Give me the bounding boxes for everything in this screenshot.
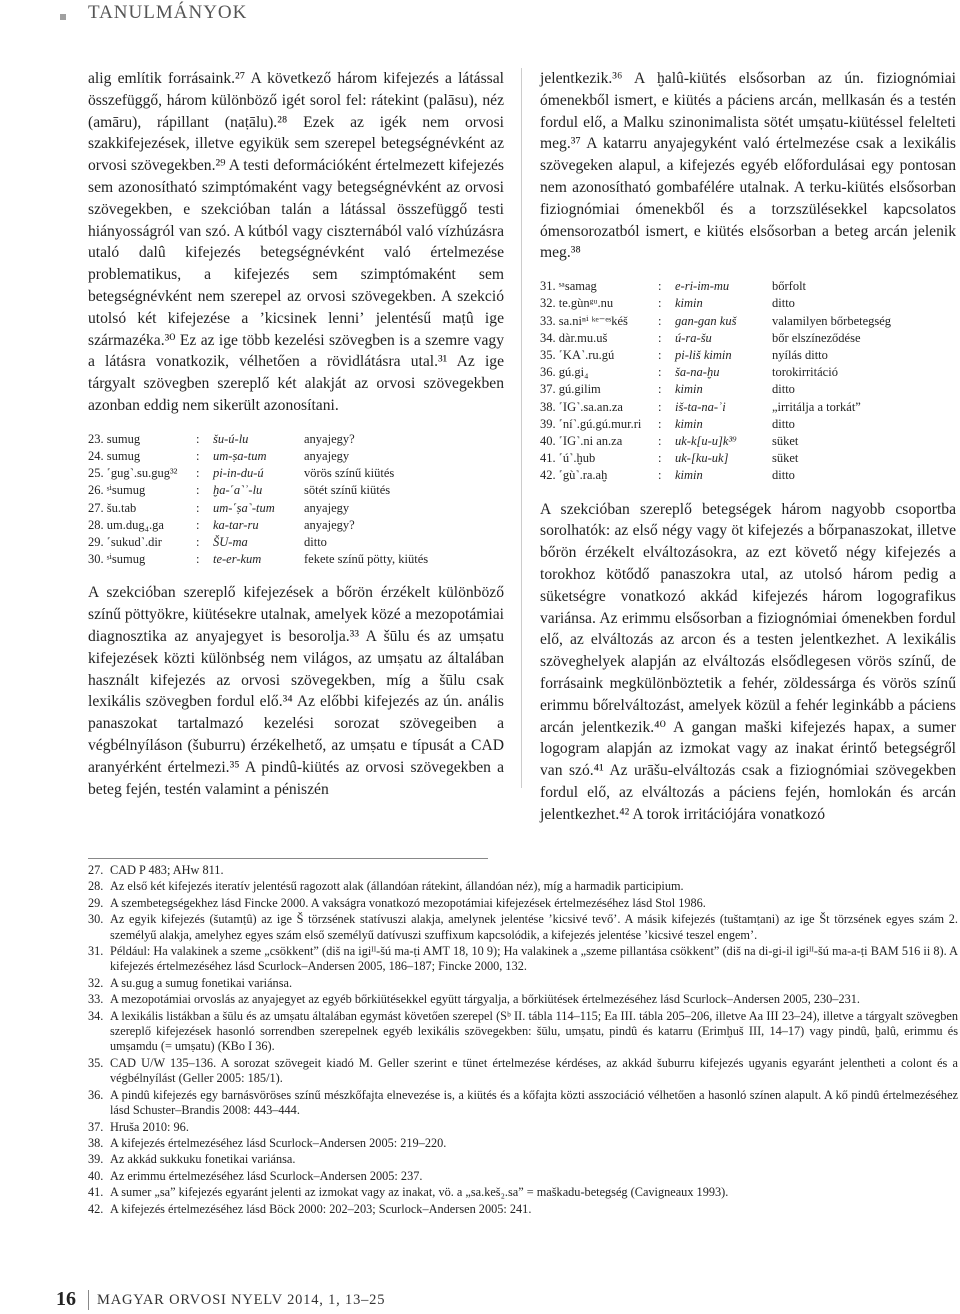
footnote-number: 31.: [88, 944, 104, 959]
lexeme-cell: 32. te.gùnᵍᵘ.nu: [540, 296, 614, 311]
separator-cell: :: [196, 431, 200, 446]
akkadian-cell: ú-ra-šu: [675, 330, 712, 345]
table-row: [540, 278, 891, 295]
table-row: [540, 450, 891, 467]
footnote: [88, 896, 958, 911]
meaning-cell: bőrfolt: [772, 279, 807, 294]
meaning-cell: ditto: [304, 534, 327, 549]
akkadian-cell: kimin: [675, 468, 703, 483]
table-row: [88, 448, 428, 465]
page-number: 16: [56, 1288, 76, 1310]
footnote-text: Az erimmu értelmezéséhez lásd Scurlock–Andersen 2005: 237.: [110, 1168, 423, 1183]
table-row: [540, 467, 891, 484]
meaning-cell: „irritálja a torkát”: [772, 399, 861, 414]
footnote-number: 35.: [88, 1055, 104, 1070]
header-square-icon: [60, 14, 66, 20]
footnote-text: A kifejezés értelmezéséhez lásd Scurlock–Andersen 2005: 219–220.: [110, 1135, 447, 1150]
footnote: [88, 992, 958, 1007]
separator-cell: :: [196, 448, 200, 463]
meaning-cell: torokirritáció: [772, 365, 838, 380]
lexeme-cell: 35. ˹KA˺.ru.gú: [540, 347, 615, 362]
footnote-text: A mezopotámiai orvoslás az anyajegyet az egyéb bőrkiütésekkel együtt tárgyalja, a bőrkiütések értelmezéséhez lásd Scurlock–Andersen 2005, 230–231.: [110, 992, 860, 1007]
page-header: [0, 0, 960, 30]
footnote-text: A su.gug a sumug fonetikai variánsa.: [110, 975, 293, 990]
meaning-cell: vörös színű kiütés: [304, 466, 395, 481]
footnote-text: A szembetegségekhez lásd Fincke 2000. A vakságra vonatkozó mezopotámiai kifejezések értelmezéséhez lásd Stol 1986.: [110, 895, 706, 910]
akkadian-cell: uk-[ku-uk]: [675, 451, 729, 466]
separator-cell: :: [658, 468, 662, 483]
separator-cell: :: [658, 416, 662, 431]
separator-cell: :: [658, 434, 662, 448]
table-row: [540, 313, 891, 330]
lexeme-cell: 36. gú.gi₄: [540, 365, 589, 380]
meaning-cell: ditto: [772, 468, 795, 483]
akkadian-cell: kimin: [675, 296, 703, 311]
footnote: [88, 1152, 958, 1167]
meaning-cell: nyílás ditto: [772, 347, 828, 362]
footnote-number: 34.: [88, 1008, 104, 1023]
meaning-cell: bőr elszíneződése: [772, 330, 861, 345]
table-row: [540, 416, 891, 433]
footnote-number: 28.: [88, 879, 104, 894]
separator-cell: :: [196, 483, 200, 498]
footnote-number: 37.: [88, 1119, 104, 1134]
left-after-paragraph: A szekcióban szereplő kifejezések a bőrön érzékelt különböző színű pöttyökre, kiütésekre utalnak, amelyek közé a mezopotámiai diagnosztika az anyajegyet is besorolja.³³ A šūlu és az umṣatu kifejezések közti különbség nem világos, az umṣatu az általában használt kifejezés az orvosi szövegekben, míg a šūlu csak lexikális szövegben fordul elő.³⁴ Az előbbi kifejezés az ún. anális panaszokat tartalmazó kezelési sorozat szövegeiben a végbélnyíláson (šuburru) érzékelhető, az umṣatu e típusát a CAD aranyérként értelmezi.³⁵ A pindû-kiütés az orvosi szövegekben a beteg fején, testén valamint a péniszén: [88, 584, 504, 798]
lexeme-cell: 29. ˹sukud˺.dir: [88, 534, 162, 549]
lexeme-cell: 27. šu.tab: [88, 500, 137, 515]
meaning-cell: anyajegy: [304, 500, 350, 515]
lexical-table-left: [88, 431, 428, 569]
footnote-number: 29.: [88, 895, 104, 910]
table-row: [88, 517, 428, 534]
table-row: [88, 500, 428, 517]
separator-cell: :: [658, 347, 662, 362]
separator-cell: :: [658, 296, 662, 311]
footnote: [88, 944, 958, 975]
lexeme-cell: 24. sumug: [88, 448, 141, 463]
akkadian-cell: pi-in-du-ú: [213, 466, 264, 481]
footnote: [88, 1136, 958, 1151]
akkadian-cell: ḫa-˹a˺ʾ-lu: [213, 483, 263, 498]
akkadian-cell: kimin: [675, 382, 703, 397]
footnote: [88, 1088, 958, 1119]
meaning-cell: ditto: [772, 296, 795, 311]
lexical-table-right: [540, 278, 891, 484]
right-intro-paragraph: jelentkezik.³⁶ A ḫalû-kiütés elsősorban az ún. fiziognómiai ómenekből ismert, e kiütés a páciens arcán, mellkasán és a testén fordul elő, a Malku szinonimalista sötét umṣatu-kiütéssel felelteti meg.³⁷ A katarru anyajegyként való értelmezése csak a lexikális szövegeken alapul, a kifejezés egyéb előfordulásai egy pontosan nem azonosítható gombafélére utalnak. A terku-kiütés elsősorban fiziognómiai ómenekből és a torzszülésekkel kapcsolatos ómensorozatból ismert, e kiütés elsősorban a beteg arcán jelenik meg.³⁸: [540, 70, 956, 262]
footnote-number: 39.: [88, 1152, 104, 1167]
separator-cell: :: [658, 279, 662, 294]
akkadian-cell: gan-gan kuš: [675, 313, 737, 328]
lexeme-cell: 31. ˢᵃsamag: [540, 279, 597, 294]
separator-cell: :: [196, 534, 200, 549]
footnote-number: 32.: [88, 975, 104, 990]
lexeme-cell: 39. ˹ní˺.gú.gú.mur.ri: [540, 416, 642, 431]
footnote-text: CAD U/W 135–136. A sorozat szövegeit kiadó M. Geller szerint e tünet értelmezése kérdéses, az akkád šuburru kifejezés ugyanis egyaránt jelentheti a colont és a végbélnyílást (Geller 2005: 185/1).: [110, 1055, 958, 1086]
footnote-text: Az akkád sukkuku fonetikai variánsa.: [110, 1152, 296, 1167]
footnote-text: Az első két kifejezés iteratív jelentésű ragozott alak (állandóan rátekint, állandóan néz), míg a harmadik participium.: [110, 879, 684, 894]
lexeme-cell: 34. dàr.mu.uš: [540, 330, 608, 345]
table-row: [88, 482, 428, 499]
separator-cell: :: [658, 399, 662, 414]
meaning-cell: sötét színű kiütés: [304, 483, 391, 498]
table-row: [88, 431, 428, 448]
footnote-separator: [88, 858, 488, 859]
lexeme-cell: 42. ˹gù˺.ra.aḫ: [540, 468, 608, 483]
column-divider: [521, 68, 522, 788]
meaning-cell: fekete színű pötty, kiütés: [304, 552, 429, 567]
footnote-text: Például: Ha valakinek a szeme „csökkent” (diš na igiᴵᴵ-šú ma-ṭi AMT 18, 10 9); Ha valakinek a „szeme pillantása csökkent” (diš na di-gi-il igiᴵᴵ-šú ma-a-ṭi BAM 516 ii 8). A kifejezés értelmezéséhez lásd Scurlock–Andersen 2005, 186–187; Fincke 2000, 132.: [110, 944, 958, 974]
akkadian-cell: te-er-kum: [213, 552, 262, 567]
meaning-cell: anyajegy?: [304, 431, 355, 446]
separator-cell: :: [196, 500, 200, 515]
right-after-paragraph: A szekcióban szereplő betegségek három nagyobb csoportba sorolhatók: az első négy vagy öt kifejezés a bőrpanaszokat, illetve bőrön érzékelt elváltozásokra, az ezt követő négy kifejezés a torokhoz kötődő panaszokra utal, az utolsó három pedig a süketségre vonatkozó akkád kifejezés három logografikus variánsa. Az erimmu elsősorban a fiziognómiai ómenekben fordul elő, az elváltozás az arcon és a testen jelentkezhet. A lexikális szöveghelyek alapján az elváltozás elsődlegesen vörös színű, de forrásaink megkülönböztetik a fehér, zöldessárga és vörös színű erimmu bőrelváltozást, amelyek közül a fehér leginkább a páciens arcán jelentkezik.⁴⁰ A gangan maški kifejezés hapax, a sumer logogram alapján az izmokat vagy az inakat érintő betegségről van szó.⁴¹ Az urāšu-elváltozás csak a fiziognómiai szövegekben fordul elő, az elváltozás a páciens fején, homlokán és arcán jelentkezhet.⁴² A torok irritációjára vonatkozó: [540, 500, 956, 823]
lexeme-cell: 41. ˹ú˺.ḫub: [540, 451, 596, 466]
journal-citation: MAGYAR ORVOSI NYELV 2014, 1, 13–25: [97, 1292, 386, 1308]
footnote-text: Hruša 2010: 96.: [110, 1119, 189, 1134]
akkadian-cell: um-˹ṣa˺-tum: [213, 500, 275, 515]
footnote-number: 30.: [88, 912, 104, 927]
footnote: [88, 1009, 958, 1055]
separator-cell: :: [658, 382, 662, 397]
separator-cell: :: [196, 466, 200, 481]
table-row: [540, 381, 891, 398]
page-footer: [0, 1284, 960, 1314]
table-row: [540, 347, 891, 364]
footnote: [88, 863, 958, 878]
akkadian-cell: e-ri-im-mu: [675, 279, 730, 294]
akkadian-cell: ša-na-ḫu: [675, 365, 720, 380]
separator-cell: :: [658, 313, 662, 328]
left-intro-paragraph: alig említik forrásaink.²⁷ A következő három kifejezés a látással összefüggő, három különböző igét sorol fel: rátekint (palāsu), néz (amāru), rápillant (naṭālu).²⁸ Ezek az igék nem orvosi szakkifejezések, illetve egyikük sem szerepel betegségnévként az orvosi szövegekben.²⁹ A testi deformációként értelmezett kifejezés sem azonosítható szimptómaként vagy betegségnévként az orvosi szövegekben, e szekcióban talán a látással összefüggő testi hiányosságról van szó. A kútból vagy ciszternából való vízhúzásra utaló dalû kifejezés betegségnévként való értelmezése problematikus, a kifejezés sem szimptómaként sem betegségnévként nem szerepel az orvosi szövegekben. A szekció utolsó két kifejezése a ʼkicsinek lenniʼ jelentésű maṭû ige származéka.³⁰ Ez az ige több kezelési szövegben is a szemre vagy a látásra vonatkozik, vélhetően a rövidlátásra utal.³¹ Az ige tárgyalt szövegben szereplő két alakját az orvosi szövegekben azonban eddig nem sikerült azonosítani.: [88, 70, 504, 414]
footnote-number: 38.: [88, 1135, 104, 1150]
meaning-cell: valamilyen bőrbetegség: [772, 313, 892, 328]
footnote-number: 36.: [88, 1087, 104, 1102]
meaning-cell: anyajegy?: [304, 517, 355, 532]
akkadian-cell: šu-ú-lu: [213, 431, 249, 446]
footnote: [88, 1120, 958, 1135]
footnote-text: A pindû kifejezés egy barnásvöröses színű mészkőfajta elnevezése is, a kiütés és a kőfajta közti asszociáció vélhetően a hasonló színen alapult. A kő pindû értelmezéséhez lásd Schuster–Brandis 2008: 443–444.: [110, 1087, 958, 1118]
meaning-cell: ditto: [772, 416, 795, 431]
footnote-number: 42.: [88, 1201, 104, 1216]
footnote-text: A lexikális listákban a šūlu és az umṣatu általában egymást követően szerepel (Sᵇ II. tábla 114–115; Ea III. tábla 205–206, illetve Aa III 23–24), illetve a tárgyalt szövegben szereplő kifejezések hasonló sorrendben szerepelnek egyéb lexikális szövegekben: šūlu, umṣatu, pindû és katarru (Erimḫuš III, 14–17) vagy pindû, ḫalû, erimmu és umṣamdu (= umṣatu) (KBo I 36).: [110, 1008, 958, 1054]
table-row: [540, 399, 891, 416]
lexeme-cell: 40. ˹IG˺.ni an.za: [540, 434, 623, 448]
footnote-list: [88, 863, 958, 1217]
footnote: [88, 1185, 958, 1200]
lexeme-cell: 38. ˹IG˺.sa.an.za: [540, 399, 623, 414]
separator-cell: :: [196, 552, 200, 567]
meaning-cell: ditto: [772, 382, 795, 397]
table-row: [88, 551, 428, 568]
lexeme-cell: 30. ˢⁱsumug: [88, 552, 146, 567]
lexeme-cell: 26. ˢⁱsumug: [88, 483, 146, 498]
table-row: [540, 364, 891, 381]
footnote-text: Az egyik kifejezés (šutamṭû) az ige Š törzsének statívuszi alakja, amelynek jelentése ʼkicsivé tevőʼ. A másik kifejezés (tuštamṭani) az ige Št törzsének egyes szám 2. személyű alakja, amelyhez egyes szám első személyű datívuszi szuffixum kapcsolódik, a kifejezés jelentése ʼkicsivé teszel engemʼ.: [110, 912, 958, 942]
lexeme-cell: 33. sa.niⁿⁱ ᵏᵉ⁻ᵉˢkéš: [540, 313, 628, 328]
footnote: [88, 1202, 958, 1217]
akkadian-cell: um-ṣa-tum: [213, 448, 267, 463]
footnote: [88, 1056, 958, 1087]
footnote: [88, 1169, 958, 1184]
right-column: [540, 68, 956, 826]
table-row: [540, 433, 891, 450]
meaning-cell: anyajegy: [304, 448, 350, 463]
akkadian-cell: ŠU-ma: [213, 534, 248, 549]
footnote: [88, 976, 958, 991]
akkadian-cell: kimin: [675, 416, 703, 431]
lexeme-cell: 25. ˹gug˺.su.gug³²: [88, 466, 178, 481]
separator-cell: :: [658, 365, 662, 380]
footnote-number: 33.: [88, 992, 104, 1007]
akkadian-cell: iš-ta-na-ʾi: [675, 399, 726, 414]
akkadian-cell: ka-tar-ru: [213, 517, 259, 532]
table-row: [88, 465, 428, 482]
left-column: [88, 68, 504, 800]
footnote-text: A kifejezés értelmezéséhez lásd Böck 2000: 202–203; Scurlock–Andersen 2005: 241.: [110, 1201, 532, 1216]
section-title: TANULMÁNYOK: [88, 2, 248, 23]
lexeme-cell: 23. sumug: [88, 431, 141, 446]
meaning-cell: süket: [772, 451, 799, 466]
footnote: [88, 879, 958, 894]
table-row: [540, 295, 891, 312]
footnote-number: 41.: [88, 1185, 104, 1200]
separator-cell: :: [658, 330, 662, 345]
footnote-text: A sumer „sa” kifejezés egyaránt jelenti az izmokat vagy az inakat, vö. a „sa.keš₂.sa” = maškadu-betegség (Cavigneaux 1993).: [110, 1185, 729, 1200]
table-row: [88, 534, 428, 551]
footnote-number: 27.: [88, 863, 104, 877]
footer-divider: [88, 1290, 89, 1310]
meaning-cell: süket: [772, 434, 799, 448]
lexeme-cell: 37. gú.gilim: [540, 382, 601, 397]
footnotes: [88, 858, 958, 1218]
footnote: [88, 912, 958, 943]
akkadian-cell: uk-k[u-u]k³⁹: [675, 434, 737, 448]
separator-cell: :: [658, 451, 662, 466]
lexeme-cell: 28. um.dug₄.ga: [88, 517, 164, 532]
footnote-number: 40.: [88, 1168, 104, 1183]
table-row: [540, 330, 891, 347]
separator-cell: :: [196, 517, 200, 532]
akkadian-cell: pi-liš kimin: [675, 347, 732, 362]
footnote-text: CAD P 483; AHw 811.: [110, 863, 224, 877]
